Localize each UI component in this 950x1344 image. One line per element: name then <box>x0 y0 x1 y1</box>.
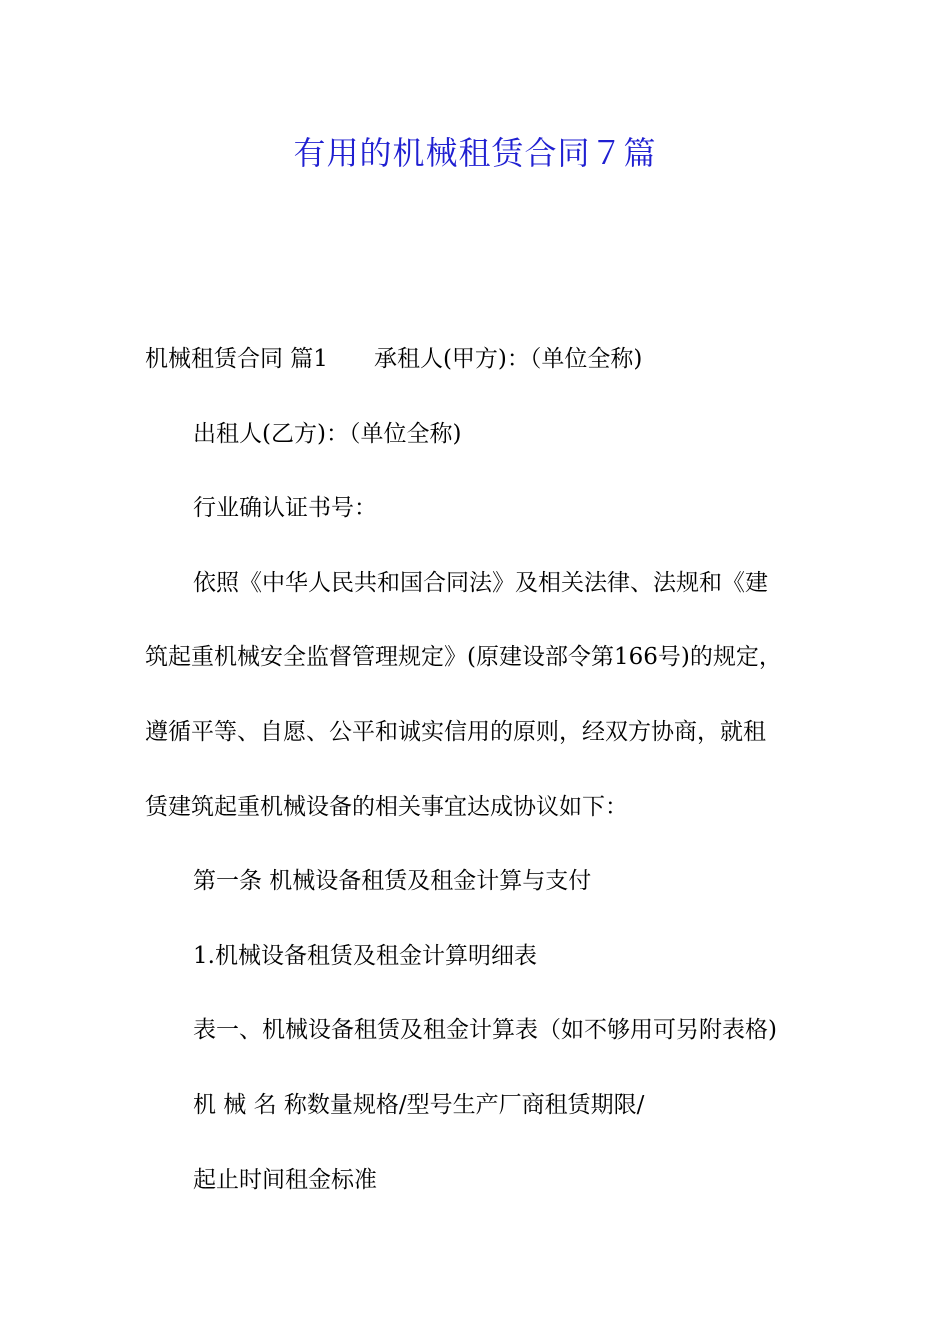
lessor-line: 出租人(乙方)：（单位全称) <box>193 421 462 447</box>
certificate-line: 行业确认证书号： <box>193 495 377 521</box>
document-title: 有用的机械租赁合同７篇 <box>293 134 657 172</box>
article-heading: 第一条 机械设备租赁及租金计算与支付 <box>193 868 592 894</box>
table-header-line: 机 械 名 称数量规格/型号生产厂商租赁期限/ <box>193 1092 645 1118</box>
table-header-line: 起止时间租金标准 <box>193 1167 377 1193</box>
contract-heading-line <box>145 343 845 375</box>
table-caption: 表一、机械设备租赁及租金计算表（如不够用可另附表格) <box>193 1017 777 1043</box>
contract-section-label: 机械租赁合同 篇1 <box>145 346 328 372</box>
paragraph-line: 筑起重机械安全监督管理规定》(原建设部令第166号)的规定， <box>145 644 782 670</box>
lessee-label: 承租人(甲方)：（单位全称) <box>373 346 643 372</box>
subsection-heading: 1.机械设备租赁及租金计算明细表 <box>193 943 537 969</box>
paragraph-line: 依照《中华人民共和国合同法》及相关法律、法规和《建 <box>193 570 768 596</box>
paragraph-line: 遵循平等、自愿、公平和诚实信用的原则，经双方协商，就租 <box>145 719 766 745</box>
paragraph-line: 赁建筑起重机械设备的相关事宜达成协议如下： <box>145 794 628 820</box>
